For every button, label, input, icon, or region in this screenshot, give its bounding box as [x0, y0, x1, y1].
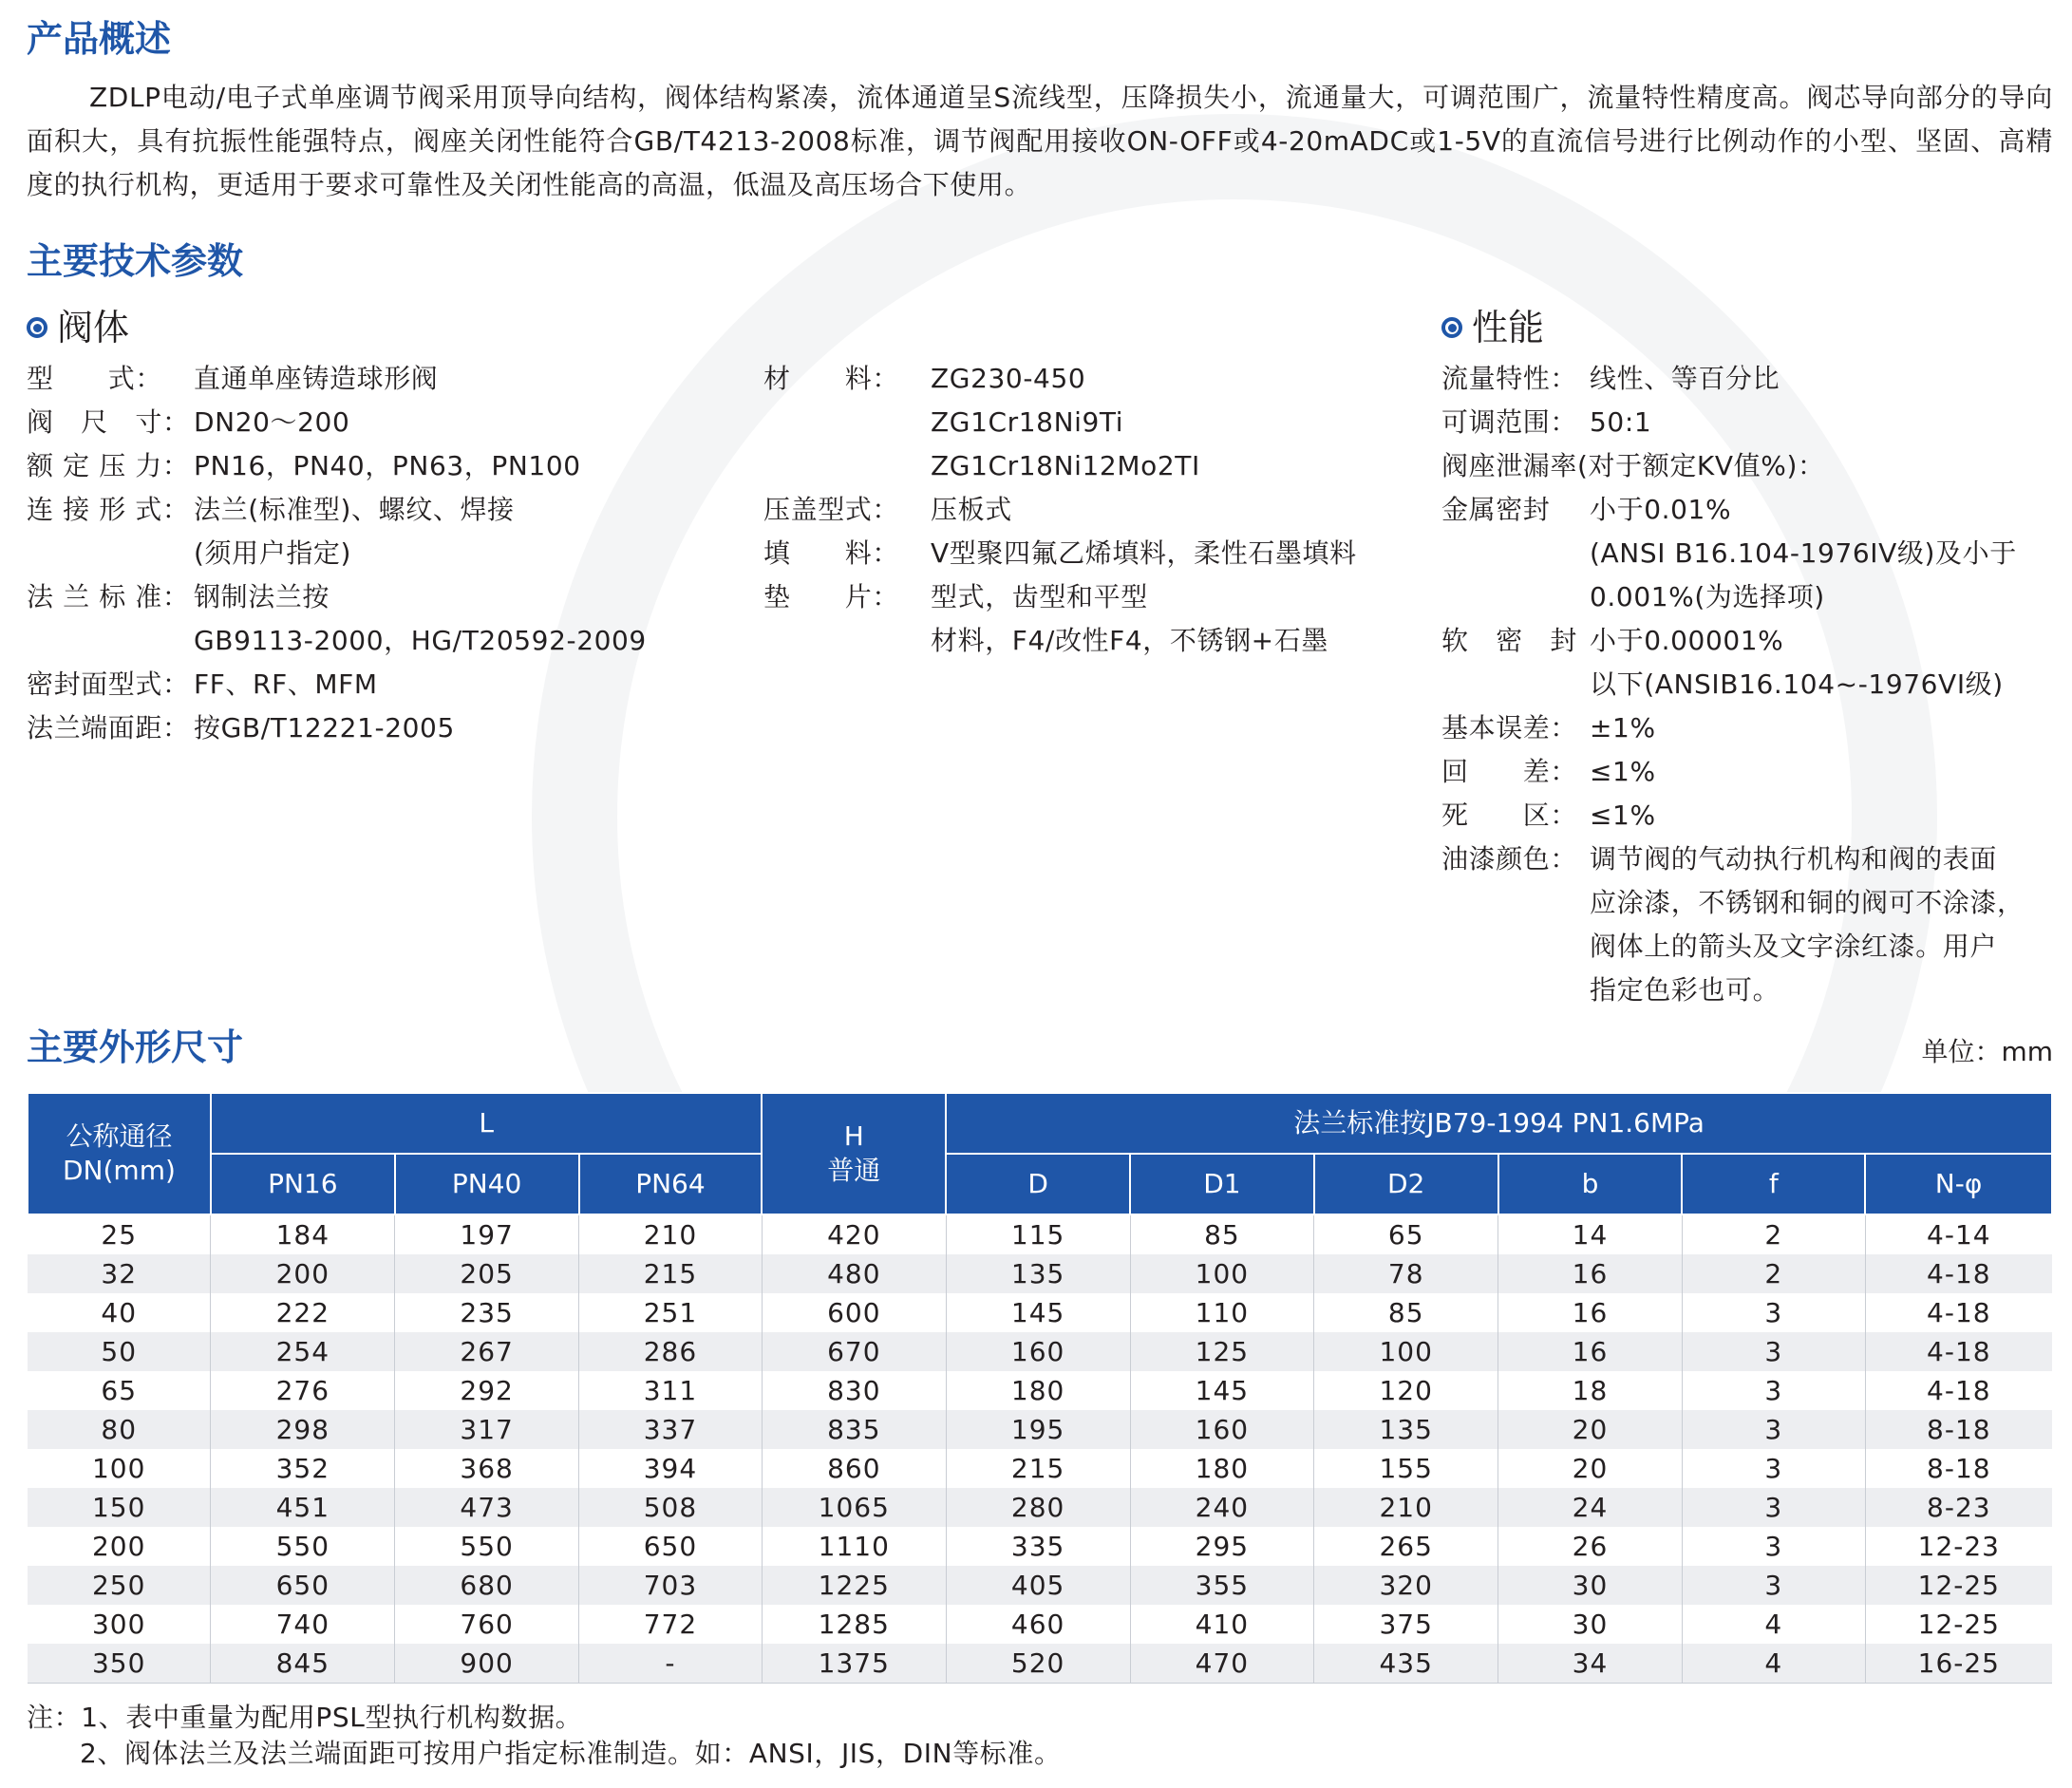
note-2: 2、阀体法兰及法兰端面距可按用户指定标准制造。如：ANSI，JIS，DIN等标准。	[80, 1738, 1062, 1769]
table-cell: 267	[395, 1332, 579, 1371]
table-cell: 16	[1498, 1332, 1683, 1371]
table-cell: 30	[1498, 1566, 1683, 1605]
param-value: 按GB/T12221-2005	[194, 712, 455, 743]
param-label	[1441, 969, 1590, 1012]
param-label: 额 定 压 力：	[27, 450, 190, 481]
table-row	[28, 1332, 2052, 1371]
table-cell: 295	[1130, 1527, 1314, 1566]
param-value: 阀体上的箭头及文字涂红漆。用户	[1590, 931, 1998, 962]
table-cell: 4	[1682, 1644, 1865, 1684]
param-label: 金属密封	[1441, 494, 1578, 525]
table-row	[28, 1605, 2052, 1644]
table-cell: 760	[395, 1605, 579, 1644]
param-label: 压盖型式：	[763, 494, 900, 525]
table-cell: 16-25	[1865, 1644, 2052, 1684]
table-cell: 650	[579, 1527, 763, 1566]
table-cell: 451	[211, 1488, 395, 1527]
table-cell: 772	[579, 1605, 763, 1644]
table-cell: 222	[211, 1293, 395, 1332]
table-cell: 480	[762, 1254, 946, 1293]
table-cell: 235	[395, 1293, 579, 1332]
bullet-icon	[27, 317, 47, 338]
table-cell: 900	[395, 1644, 579, 1684]
table-cell: 265	[1314, 1527, 1498, 1566]
param-label	[27, 619, 194, 663]
table-cell: 215	[579, 1254, 763, 1293]
table-cell: 3	[1682, 1488, 1865, 1527]
table-cell: 3	[1682, 1332, 1865, 1371]
table-cell: 160	[946, 1332, 1130, 1371]
param-row	[1441, 663, 2053, 706]
table-cell: 680	[395, 1566, 579, 1605]
param-label	[1441, 925, 1590, 969]
param-label	[1441, 532, 1590, 575]
col-d: D	[946, 1154, 1130, 1214]
table-cell: 197	[395, 1214, 579, 1254]
table-cell: 703	[579, 1566, 763, 1605]
table-cell: 375	[1314, 1605, 1498, 1644]
perf-title: 性能	[1472, 307, 1545, 348]
param-value: (ANSI B16.104-1976IV级)及小于	[1590, 537, 2017, 569]
table-cell: 350	[28, 1644, 211, 1684]
param-label: 垫 片：	[763, 581, 900, 612]
table-cell: 8-23	[1865, 1488, 2052, 1527]
table-cell: 200	[211, 1254, 395, 1293]
param-row	[27, 444, 748, 488]
param-row	[1441, 488, 2053, 532]
body-subheading	[27, 306, 129, 349]
table-cell: 1225	[762, 1566, 946, 1605]
table-cell: 50	[28, 1332, 211, 1371]
table-cell: 1065	[762, 1488, 946, 1527]
table-cell: 835	[762, 1410, 946, 1449]
col-n-phi: N-φ	[1865, 1154, 2052, 1214]
dimensions-table	[27, 1092, 2053, 1684]
param-row	[1441, 794, 2053, 838]
param-row	[763, 357, 1428, 401]
table-cell: 24	[1498, 1488, 1683, 1527]
table-cell: 8-18	[1865, 1449, 2052, 1488]
param-row	[1441, 575, 2053, 619]
table-cell: 337	[579, 1410, 763, 1449]
table-cell: 1110	[762, 1527, 946, 1566]
table-row	[28, 1449, 2052, 1488]
param-value: 以下(ANSIB16.104~-1976VI级)	[1590, 668, 2004, 700]
param-row	[1441, 357, 2053, 401]
table-cell: 3	[1682, 1371, 1865, 1410]
table-cell: 435	[1314, 1644, 1498, 1684]
table-cell: 335	[946, 1527, 1130, 1566]
overview-heading: 产品概述	[27, 18, 172, 60]
table-cell: 215	[946, 1449, 1130, 1488]
param-value: 压板式	[931, 494, 1012, 525]
table-cell: 394	[579, 1449, 763, 1488]
table-cell: 20	[1498, 1449, 1683, 1488]
table-cell: 311	[579, 1371, 763, 1410]
body-params-left	[27, 357, 748, 750]
table-cell: 120	[1314, 1371, 1498, 1410]
param-row	[763, 401, 1428, 444]
table-cell: 1375	[762, 1644, 946, 1684]
param-row	[1441, 838, 2053, 881]
param-label: 阀座泄漏率(对于额定KV值%)：	[1441, 450, 1825, 481]
param-row	[763, 444, 1428, 488]
table-cell: 420	[762, 1214, 946, 1254]
table-cell: 3	[1682, 1293, 1865, 1332]
param-label: 填 料：	[763, 537, 900, 569]
note-1: 注：1、表中重量为配用PSL型执行机构数据。	[27, 1702, 583, 1733]
table-cell: 25	[28, 1214, 211, 1254]
param-row	[27, 532, 748, 575]
table-row	[28, 1410, 2052, 1449]
col-d1: D1	[1130, 1154, 1314, 1214]
table-cell: 600	[762, 1293, 946, 1332]
table-cell: 26	[1498, 1527, 1683, 1566]
param-label	[1441, 575, 1590, 619]
param-label: 回 差：	[1441, 756, 1578, 787]
table-cell: 845	[211, 1644, 395, 1684]
table-cell: 292	[395, 1371, 579, 1410]
param-row	[27, 575, 748, 619]
table-cell: 145	[946, 1293, 1130, 1332]
param-label: 流量特性：	[1441, 363, 1578, 394]
param-value: 线性、等百分比	[1590, 363, 1780, 394]
table-cell: 280	[946, 1488, 1130, 1527]
param-row	[27, 357, 748, 401]
table-cell: 20	[1498, 1410, 1683, 1449]
param-row	[27, 619, 748, 663]
param-row	[1441, 706, 2053, 750]
table-cell: 85	[1130, 1214, 1314, 1254]
col-pn16: PN16	[211, 1154, 395, 1214]
table-cell: 145	[1130, 1371, 1314, 1410]
param-label: 死 区：	[1441, 800, 1578, 831]
col-f: f	[1682, 1154, 1865, 1214]
param-label: 型 式：	[27, 363, 163, 394]
table-cell: 3	[1682, 1566, 1865, 1605]
table-cell: 115	[946, 1214, 1130, 1254]
param-row	[27, 706, 748, 750]
param-label	[1441, 881, 1590, 925]
table-cell: 740	[211, 1605, 395, 1644]
unit-label: 单位：mm	[1921, 1036, 2053, 1067]
table-cell: 550	[211, 1527, 395, 1566]
param-row	[1441, 619, 2053, 663]
table-cell: 352	[211, 1449, 395, 1488]
table-cell: 210	[579, 1214, 763, 1254]
param-label: 阀 尺 寸：	[27, 406, 190, 438]
table-cell: 470	[1130, 1644, 1314, 1684]
table-cell: 14	[1498, 1214, 1683, 1254]
table-cell: 100	[1314, 1332, 1498, 1371]
table-cell: 3	[1682, 1527, 1865, 1566]
table-cell: 65	[1314, 1214, 1498, 1254]
table-cell: 4-18	[1865, 1371, 2052, 1410]
param-value: 钢制法兰按	[194, 581, 330, 612]
param-value: DN20～200	[194, 406, 350, 438]
table-cell: 317	[395, 1410, 579, 1449]
table-cell: 205	[395, 1254, 579, 1293]
param-label: 材 料：	[763, 363, 900, 394]
table-cell: 195	[946, 1410, 1130, 1449]
param-value: 材料，F4/改性F4，不锈钢+石墨	[931, 625, 1328, 656]
table-cell: 85	[1314, 1293, 1498, 1332]
param-value: 小于0.00001%	[1590, 625, 1784, 656]
param-label	[27, 532, 194, 575]
table-cell: 12-25	[1865, 1605, 2052, 1644]
table-cell: 460	[946, 1605, 1130, 1644]
body-params-middle	[763, 357, 1428, 663]
param-row	[1441, 750, 2053, 794]
table-cell: 4	[1682, 1605, 1865, 1644]
table-cell: 1285	[762, 1605, 946, 1644]
table-cell: 830	[762, 1371, 946, 1410]
table-cell: 3	[1682, 1449, 1865, 1488]
param-value: GB9113-2000，HG/T20592-2009	[194, 625, 647, 656]
param-value: V型聚四氟乙烯填料，柔性石墨填料	[931, 537, 1357, 569]
table-cell: 368	[395, 1449, 579, 1488]
param-label: 软 密 封	[1441, 625, 1605, 656]
col-pn40: PN40	[395, 1154, 579, 1214]
table-cell: 150	[28, 1488, 211, 1527]
col-pn64: PN64	[579, 1154, 763, 1214]
table-cell: 550	[395, 1527, 579, 1566]
table-cell: 405	[946, 1566, 1130, 1605]
param-label: 密封面型式：	[27, 668, 190, 700]
table-cell: 2	[1682, 1214, 1865, 1254]
table-cell: 135	[946, 1254, 1130, 1293]
param-row	[1441, 444, 2053, 488]
param-label: 油漆颜色：	[1441, 843, 1578, 875]
param-value: ≤1%	[1590, 800, 1656, 831]
col-b: b	[1498, 1154, 1683, 1214]
table-cell: 508	[579, 1488, 763, 1527]
param-value: 调节阀的气动执行机构和阀的表面	[1590, 843, 1998, 875]
param-value: ZG1Cr18Ni9Ti	[931, 406, 1124, 438]
table-cell: 80	[28, 1410, 211, 1449]
param-value: 应涂漆，不锈钢和铜的阀可不涂漆，	[1590, 887, 2025, 918]
table-cell: 125	[1130, 1332, 1314, 1371]
param-label: 可调范围：	[1441, 406, 1578, 438]
table-cell: 251	[579, 1293, 763, 1332]
param-row	[763, 532, 1428, 575]
param-label	[763, 444, 931, 488]
param-row	[763, 619, 1428, 663]
perf-subheading	[1441, 306, 1544, 349]
param-value: 指定色彩也可。	[1590, 974, 1780, 1006]
table-cell: 155	[1314, 1449, 1498, 1488]
param-label: 连 接 形 式：	[27, 494, 190, 525]
param-value: FF、RF、MFM	[194, 668, 378, 700]
table-cell: 670	[762, 1332, 946, 1371]
table-cell: 16	[1498, 1254, 1683, 1293]
param-row	[1441, 881, 2053, 925]
param-value: 直通单座铸造球形阀	[194, 363, 439, 394]
table-cell: 12-25	[1865, 1566, 2052, 1605]
table-row	[28, 1488, 2052, 1527]
table-cell: 65	[28, 1371, 211, 1410]
table-cell: 180	[946, 1371, 1130, 1410]
param-value: ZG230-450	[931, 363, 1086, 394]
table-row	[28, 1254, 2052, 1293]
table-cell: 180	[1130, 1449, 1314, 1488]
table-cell: 3	[1682, 1410, 1865, 1449]
param-row	[1441, 925, 2053, 969]
param-label: 法兰端面距：	[27, 712, 190, 743]
table-cell: 100	[28, 1449, 211, 1488]
table-cell: 298	[211, 1410, 395, 1449]
param-row	[27, 488, 748, 532]
table-cell: 250	[28, 1566, 211, 1605]
param-row	[27, 401, 748, 444]
table-cell: 30	[1498, 1605, 1683, 1644]
table-row	[28, 1371, 2052, 1410]
table-cell: 160	[1130, 1410, 1314, 1449]
param-value: ≤1%	[1590, 756, 1656, 787]
table-cell: 200	[28, 1527, 211, 1566]
dn-header: 公称通径 DN(mm)	[28, 1093, 211, 1214]
table-cell: 78	[1314, 1254, 1498, 1293]
table-cell: 355	[1130, 1566, 1314, 1605]
performance-params	[1441, 357, 2053, 1012]
table-cell: 32	[28, 1254, 211, 1293]
table-cell: 650	[211, 1566, 395, 1605]
table-cell: 300	[28, 1605, 211, 1644]
param-label	[763, 619, 931, 663]
table-cell: 520	[946, 1644, 1130, 1684]
param-row	[763, 575, 1428, 619]
notes	[27, 1700, 1062, 1772]
param-row	[27, 663, 748, 706]
table-cell: 286	[579, 1332, 763, 1371]
param-label	[1441, 663, 1590, 706]
table-cell: 4-18	[1865, 1293, 2052, 1332]
param-value: 小于0.01%	[1590, 494, 1732, 525]
table-cell: -	[579, 1644, 763, 1684]
table-cell: 34	[1498, 1644, 1683, 1684]
table-cell: 254	[211, 1332, 395, 1371]
table-cell: 860	[762, 1449, 946, 1488]
param-value: (须用户指定)	[194, 537, 352, 569]
bullet-icon	[1441, 317, 1462, 338]
table-row	[28, 1527, 2052, 1566]
col-d2: D2	[1314, 1154, 1498, 1214]
table-row	[28, 1293, 2052, 1332]
table-cell: 320	[1314, 1566, 1498, 1605]
table-cell: 8-18	[1865, 1410, 2052, 1449]
param-value: 型式，齿型和平型	[931, 581, 1148, 612]
overview-text: ZDLP电动/电子式单座调节阀采用顶导向结构，阀体结构紧凑，流体通道呈S流线型，压降损失小，流通量大，可调范围广，流量特性精度高。阀芯导向部分的导向面积大，具有抗振性能强特点，阀座关闭性能符合GB/T4213-2008标准，调节阀配用接收ON-OFF或4-20mADC或1-5V的直流信号进行比例动作的小型、坚固、高精度的执行机构，更适用于要求可靠性及关闭性能高的高温，低温及高压场合下使用。	[27, 82, 2053, 200]
param-value: ZG1Cr18Ni12Mo2TI	[931, 450, 1200, 481]
table-cell: 276	[211, 1371, 395, 1410]
param-value	[1825, 444, 2053, 488]
dimensions-body	[28, 1214, 2052, 1684]
param-row	[763, 488, 1428, 532]
table-cell: 4-18	[1865, 1254, 2052, 1293]
table-cell: 4-18	[1865, 1332, 2052, 1371]
dims-heading: 主要外形尺寸	[27, 1026, 244, 1068]
h-header: H 普通	[762, 1093, 946, 1214]
table-cell: 135	[1314, 1410, 1498, 1449]
table-cell: 18	[1498, 1371, 1683, 1410]
body-title: 阀体	[57, 307, 130, 348]
table-cell: 12-23	[1865, 1527, 2052, 1566]
table-cell: 40	[28, 1293, 211, 1332]
l-header: L	[211, 1093, 762, 1154]
param-value: PN16，PN40，PN63，PN100	[194, 450, 581, 481]
table-cell: 110	[1130, 1293, 1314, 1332]
overview-paragraph	[27, 76, 2053, 207]
table-cell: 210	[1314, 1488, 1498, 1527]
tech-heading: 主要技术参数	[27, 240, 244, 282]
table-cell: 410	[1130, 1605, 1314, 1644]
table-row	[28, 1214, 2052, 1254]
table-cell: 2	[1682, 1254, 1865, 1293]
flange-header: 法兰标准按JB79-1994 PN1.6MPa	[946, 1093, 2052, 1154]
table-row	[28, 1644, 2052, 1684]
param-row	[1441, 401, 2053, 444]
param-label: 基本误差：	[1441, 712, 1578, 743]
param-label	[763, 401, 931, 444]
table-cell: 184	[211, 1214, 395, 1254]
param-value: 50:1	[1590, 406, 1652, 438]
table-cell: 473	[395, 1488, 579, 1527]
table-cell: 240	[1130, 1488, 1314, 1527]
param-value: 0.001%(为选择项)	[1590, 581, 1825, 612]
param-row	[1441, 532, 2053, 575]
param-value: ±1%	[1590, 712, 1656, 743]
table-cell: 4-14	[1865, 1214, 2052, 1254]
table-cell: 100	[1130, 1254, 1314, 1293]
table-cell: 16	[1498, 1293, 1683, 1332]
param-row	[1441, 969, 2053, 1012]
param-value: 法兰(标准型)、螺纹、焊接	[194, 494, 515, 525]
table-row	[28, 1566, 2052, 1605]
param-label: 法 兰 标 准：	[27, 581, 190, 612]
